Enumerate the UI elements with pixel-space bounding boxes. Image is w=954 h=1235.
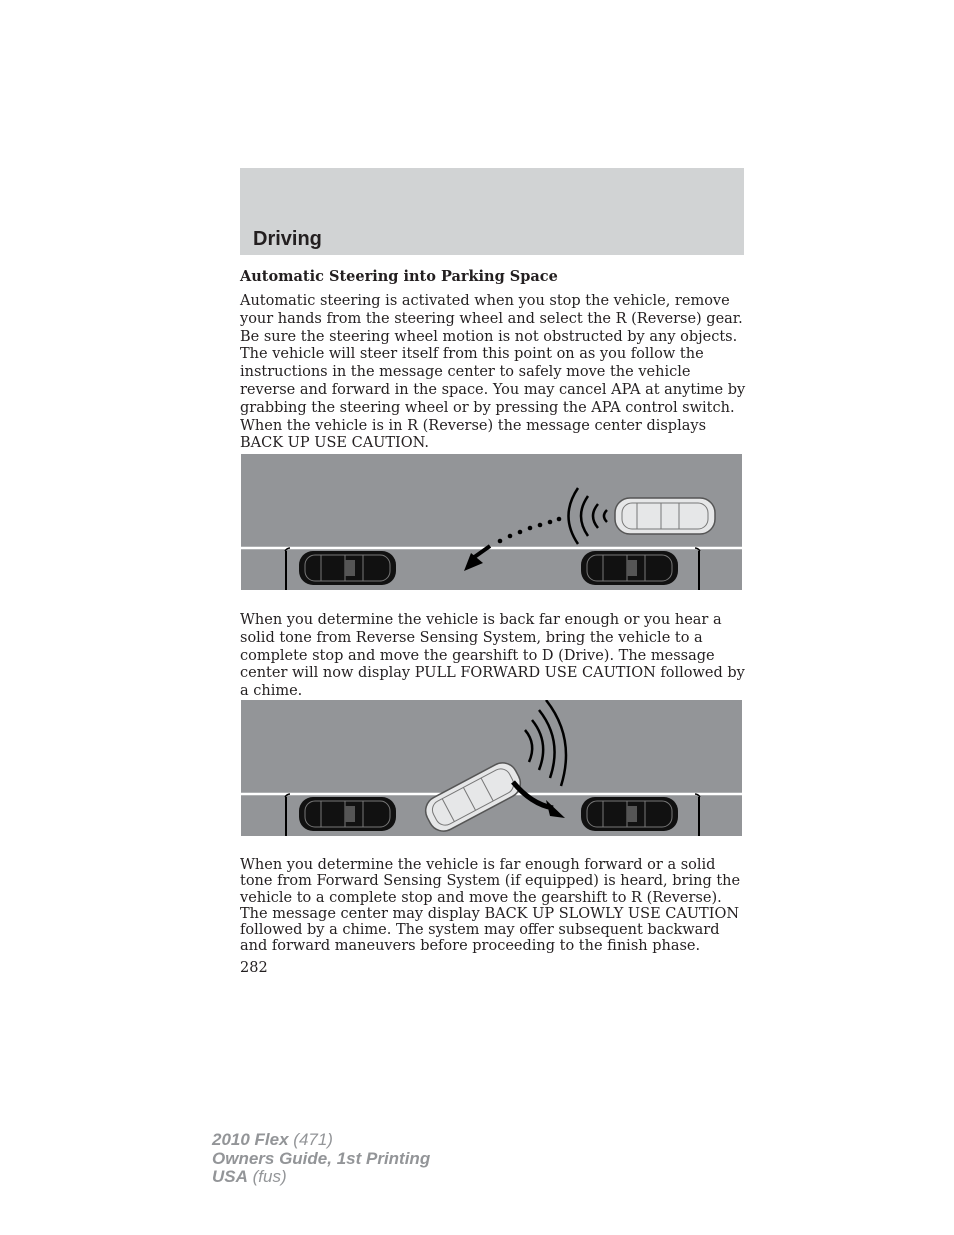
parked-car-right-icon	[581, 797, 678, 831]
footer-market: USA	[212, 1167, 248, 1186]
moving-car-icon	[615, 498, 715, 534]
figure-pull-forward	[241, 700, 742, 836]
footer-model-code: (471)	[288, 1130, 333, 1149]
footer-line-market	[212, 1168, 430, 1187]
parked-car-left-icon	[299, 797, 396, 831]
parked-car-right-icon	[581, 551, 678, 585]
paragraph-automatic-steering: Automatic steering is activated when you stop the vehicle, remove your hands from the steering wheel and select the R (Reverse) gear. Be sure the steering wheel motion is not obstructed by any objects. The vehicle will steer itself from this point on as you follow the instructions in the message center to safely move the vehicle reverse and forward in the space. You may cancel APA at anytime by grabbing the steering wheel or by pressing the APA control switch. When the vehicle is in R (Reverse) the message center displays BACK UP USE CAUTION.	[240, 293, 746, 452]
parked-car-left-icon	[299, 551, 396, 585]
page-number: 282	[240, 960, 268, 976]
paragraph-back-up-slowly: When you determine the vehicle is far enough forward or a solid tone from Forward Sensing System (if equipped) is heard, bring the vehicle to a complete stop and move the gearshift to R (Reverse). The message center may display BACK UP SLOWLY USE CAUTION followed by a chime. The system may offer subsequent backward and forward maneuvers before proceeding to the finish phase.	[240, 857, 741, 955]
footer-line-model	[212, 1131, 430, 1150]
sensing-waves-icon	[569, 488, 608, 544]
subsection-heading: Automatic Steering into Parking Space	[240, 268, 558, 285]
footer-guide-title: Owners Guide, 1st Printing	[212, 1148, 431, 1168]
footer-market-code: (fus)	[247, 1167, 287, 1186]
paragraph-pull-forward: When you determine the vehicle is back far enough or you hear a solid tone from Reverse Sensing System, bring the vehicle to a complete stop and move the gearshift to D (Drive). The message center will now display PULL FORWARD USE CAUTION followed by a chime.	[240, 612, 745, 700]
section-title: Driving	[253, 228, 322, 250]
document-footer	[212, 1131, 430, 1187]
forward-arrowhead-icon	[546, 800, 565, 818]
footer-model-name: 2010 Flex	[212, 1130, 289, 1149]
angled-car-icon	[420, 758, 525, 836]
section-header-band	[240, 168, 744, 255]
sensing-waves-icon	[525, 700, 566, 786]
footer-line-guide	[212, 1150, 430, 1169]
reverse-path-dots-icon	[498, 517, 562, 544]
figure-reverse-into-space	[241, 454, 742, 590]
reverse-arrowhead-icon	[464, 553, 483, 571]
